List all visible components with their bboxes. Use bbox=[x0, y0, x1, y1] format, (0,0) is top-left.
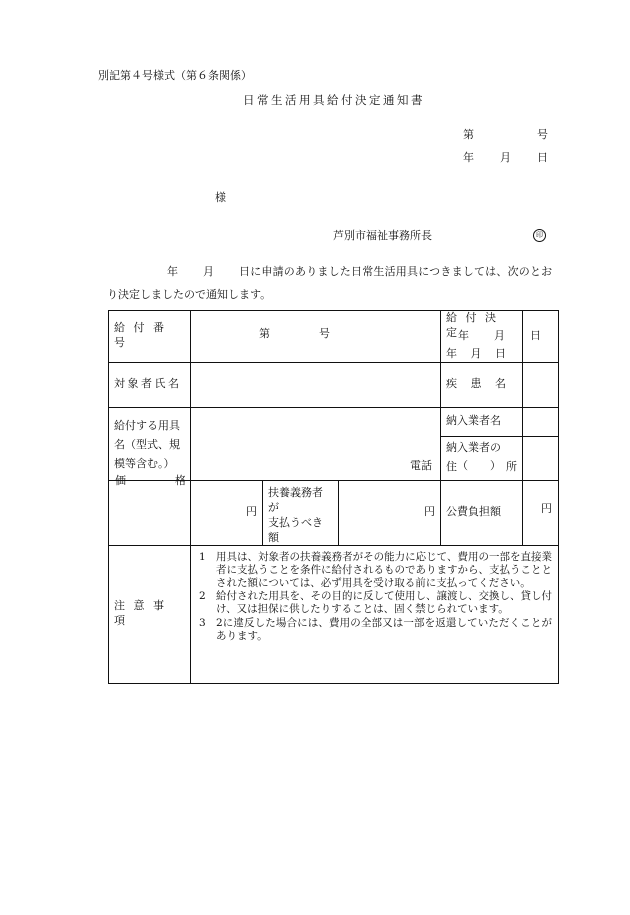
form-identifier: 別記第４号様式（第６条関係） bbox=[98, 69, 252, 82]
notes-content bbox=[191, 545, 559, 683]
decision-date-month: 月 bbox=[494, 329, 505, 342]
doc-date-year: 年 bbox=[463, 151, 474, 164]
row-equipment-a bbox=[109, 407, 559, 436]
equipment-label-line2: 名（型式、規 bbox=[114, 438, 180, 452]
decision-date-day: 日 bbox=[530, 329, 541, 342]
note-number: 3 bbox=[199, 616, 206, 629]
vendor-name-field bbox=[523, 407, 559, 436]
benefit-number-prefix: 第 bbox=[259, 327, 270, 340]
issuer-name: 芦別市福祉事務所長 bbox=[333, 229, 432, 242]
guardian-label-line1: 扶養義務者が bbox=[268, 485, 323, 514]
body-month: 月 bbox=[203, 265, 214, 278]
equipment-name-label bbox=[109, 407, 191, 480]
vendor-name-label: 納入業者名 bbox=[441, 407, 523, 436]
body-year: 年 bbox=[167, 265, 178, 278]
guardian-payment-label bbox=[263, 480, 339, 545]
document-title: 日常生活用具給付決定通知書 bbox=[243, 93, 425, 107]
note-text: 用具は、対象者の扶養義務者がその能力に応じて、費用の一部を直接業者に支払うことを条件に給付されるものでありますから、支払うこととされた額については、必ず用具を受け取る前に支払ってください。 bbox=[216, 550, 553, 589]
decision-date-year: 年 bbox=[458, 329, 469, 342]
vendor-address-field bbox=[523, 436, 559, 480]
note-item bbox=[199, 617, 552, 643]
note-text: 給付された用具を、その目的に反して使用し、譲渡し、交換し、貸し付け、又は担保に供したりすることは、固く禁じられています。 bbox=[216, 590, 553, 616]
decision-date-label-line1: 給 付 決 定 bbox=[446, 311, 499, 339]
guardian-label-line2: 支払うべき額 bbox=[268, 515, 323, 544]
row-benefit-number bbox=[109, 311, 559, 363]
recipient-name-field bbox=[191, 362, 441, 407]
phone-paren-open: （ bbox=[457, 459, 468, 472]
benefit-number-field bbox=[191, 311, 441, 363]
price-label-ka: 価 bbox=[115, 473, 126, 487]
equipment-name-field bbox=[191, 407, 441, 480]
seal-mark: 印 bbox=[533, 229, 546, 242]
vendor-address-label-line1: 納入業者の bbox=[446, 440, 502, 454]
doc-number-prefix: 第 bbox=[463, 128, 474, 141]
vendor-address-label bbox=[441, 436, 523, 480]
phone-label: 電話 bbox=[410, 459, 432, 472]
guardian-payment-field: 円 bbox=[339, 480, 441, 545]
decision-date-label-line2: 年 月 日 bbox=[446, 346, 512, 360]
doc-number-suffix: 号 bbox=[537, 128, 548, 141]
doc-date-day: 日 bbox=[537, 151, 548, 164]
price-label-kaku: 格 bbox=[175, 473, 186, 487]
body-line-2: り決定しましたので通知します。 bbox=[107, 288, 272, 301]
note-text: 2に違反した場合には、費用の全部又は一部を返還していただくことがあります。 bbox=[216, 616, 553, 642]
row-recipient bbox=[109, 362, 559, 407]
benefit-number-label: 給 付 番 号 bbox=[109, 311, 191, 363]
benefit-number-suffix: 号 bbox=[319, 327, 330, 340]
doc-date-month: 月 bbox=[500, 151, 511, 164]
public-burden-label: 公費負担額 bbox=[441, 480, 523, 545]
note-item bbox=[199, 551, 552, 591]
equipment-label-line3: 模等含む。） bbox=[114, 457, 175, 471]
addressee-suffix: 様 bbox=[215, 191, 226, 204]
row-notes bbox=[109, 545, 559, 683]
note-number: 1 bbox=[199, 550, 206, 563]
vendor-address-label-sho: 所 bbox=[506, 460, 518, 474]
disease-name-field bbox=[523, 362, 559, 407]
decision-table bbox=[108, 310, 559, 684]
note-item bbox=[199, 590, 552, 616]
body-line-1: 日に申請のありました日常生活用具につきましては、次のとお bbox=[239, 265, 553, 278]
decision-date-label bbox=[441, 311, 523, 363]
equipment-label-line1: 給付する用具 bbox=[114, 419, 180, 433]
note-number: 2 bbox=[199, 590, 206, 603]
vendor-address-label-ju: 住 bbox=[446, 460, 458, 474]
public-burden-yen: 円 bbox=[541, 502, 552, 515]
notes-label: 注 意 事 項 bbox=[109, 545, 191, 683]
price-label bbox=[109, 473, 191, 545]
phone-paren-close: ） bbox=[490, 459, 501, 472]
disease-name-label: 疾 患 名 bbox=[441, 362, 523, 407]
price-field: 円 bbox=[191, 480, 263, 545]
row-amounts bbox=[109, 480, 559, 545]
recipient-name-label: 対象者氏名 bbox=[109, 362, 191, 407]
